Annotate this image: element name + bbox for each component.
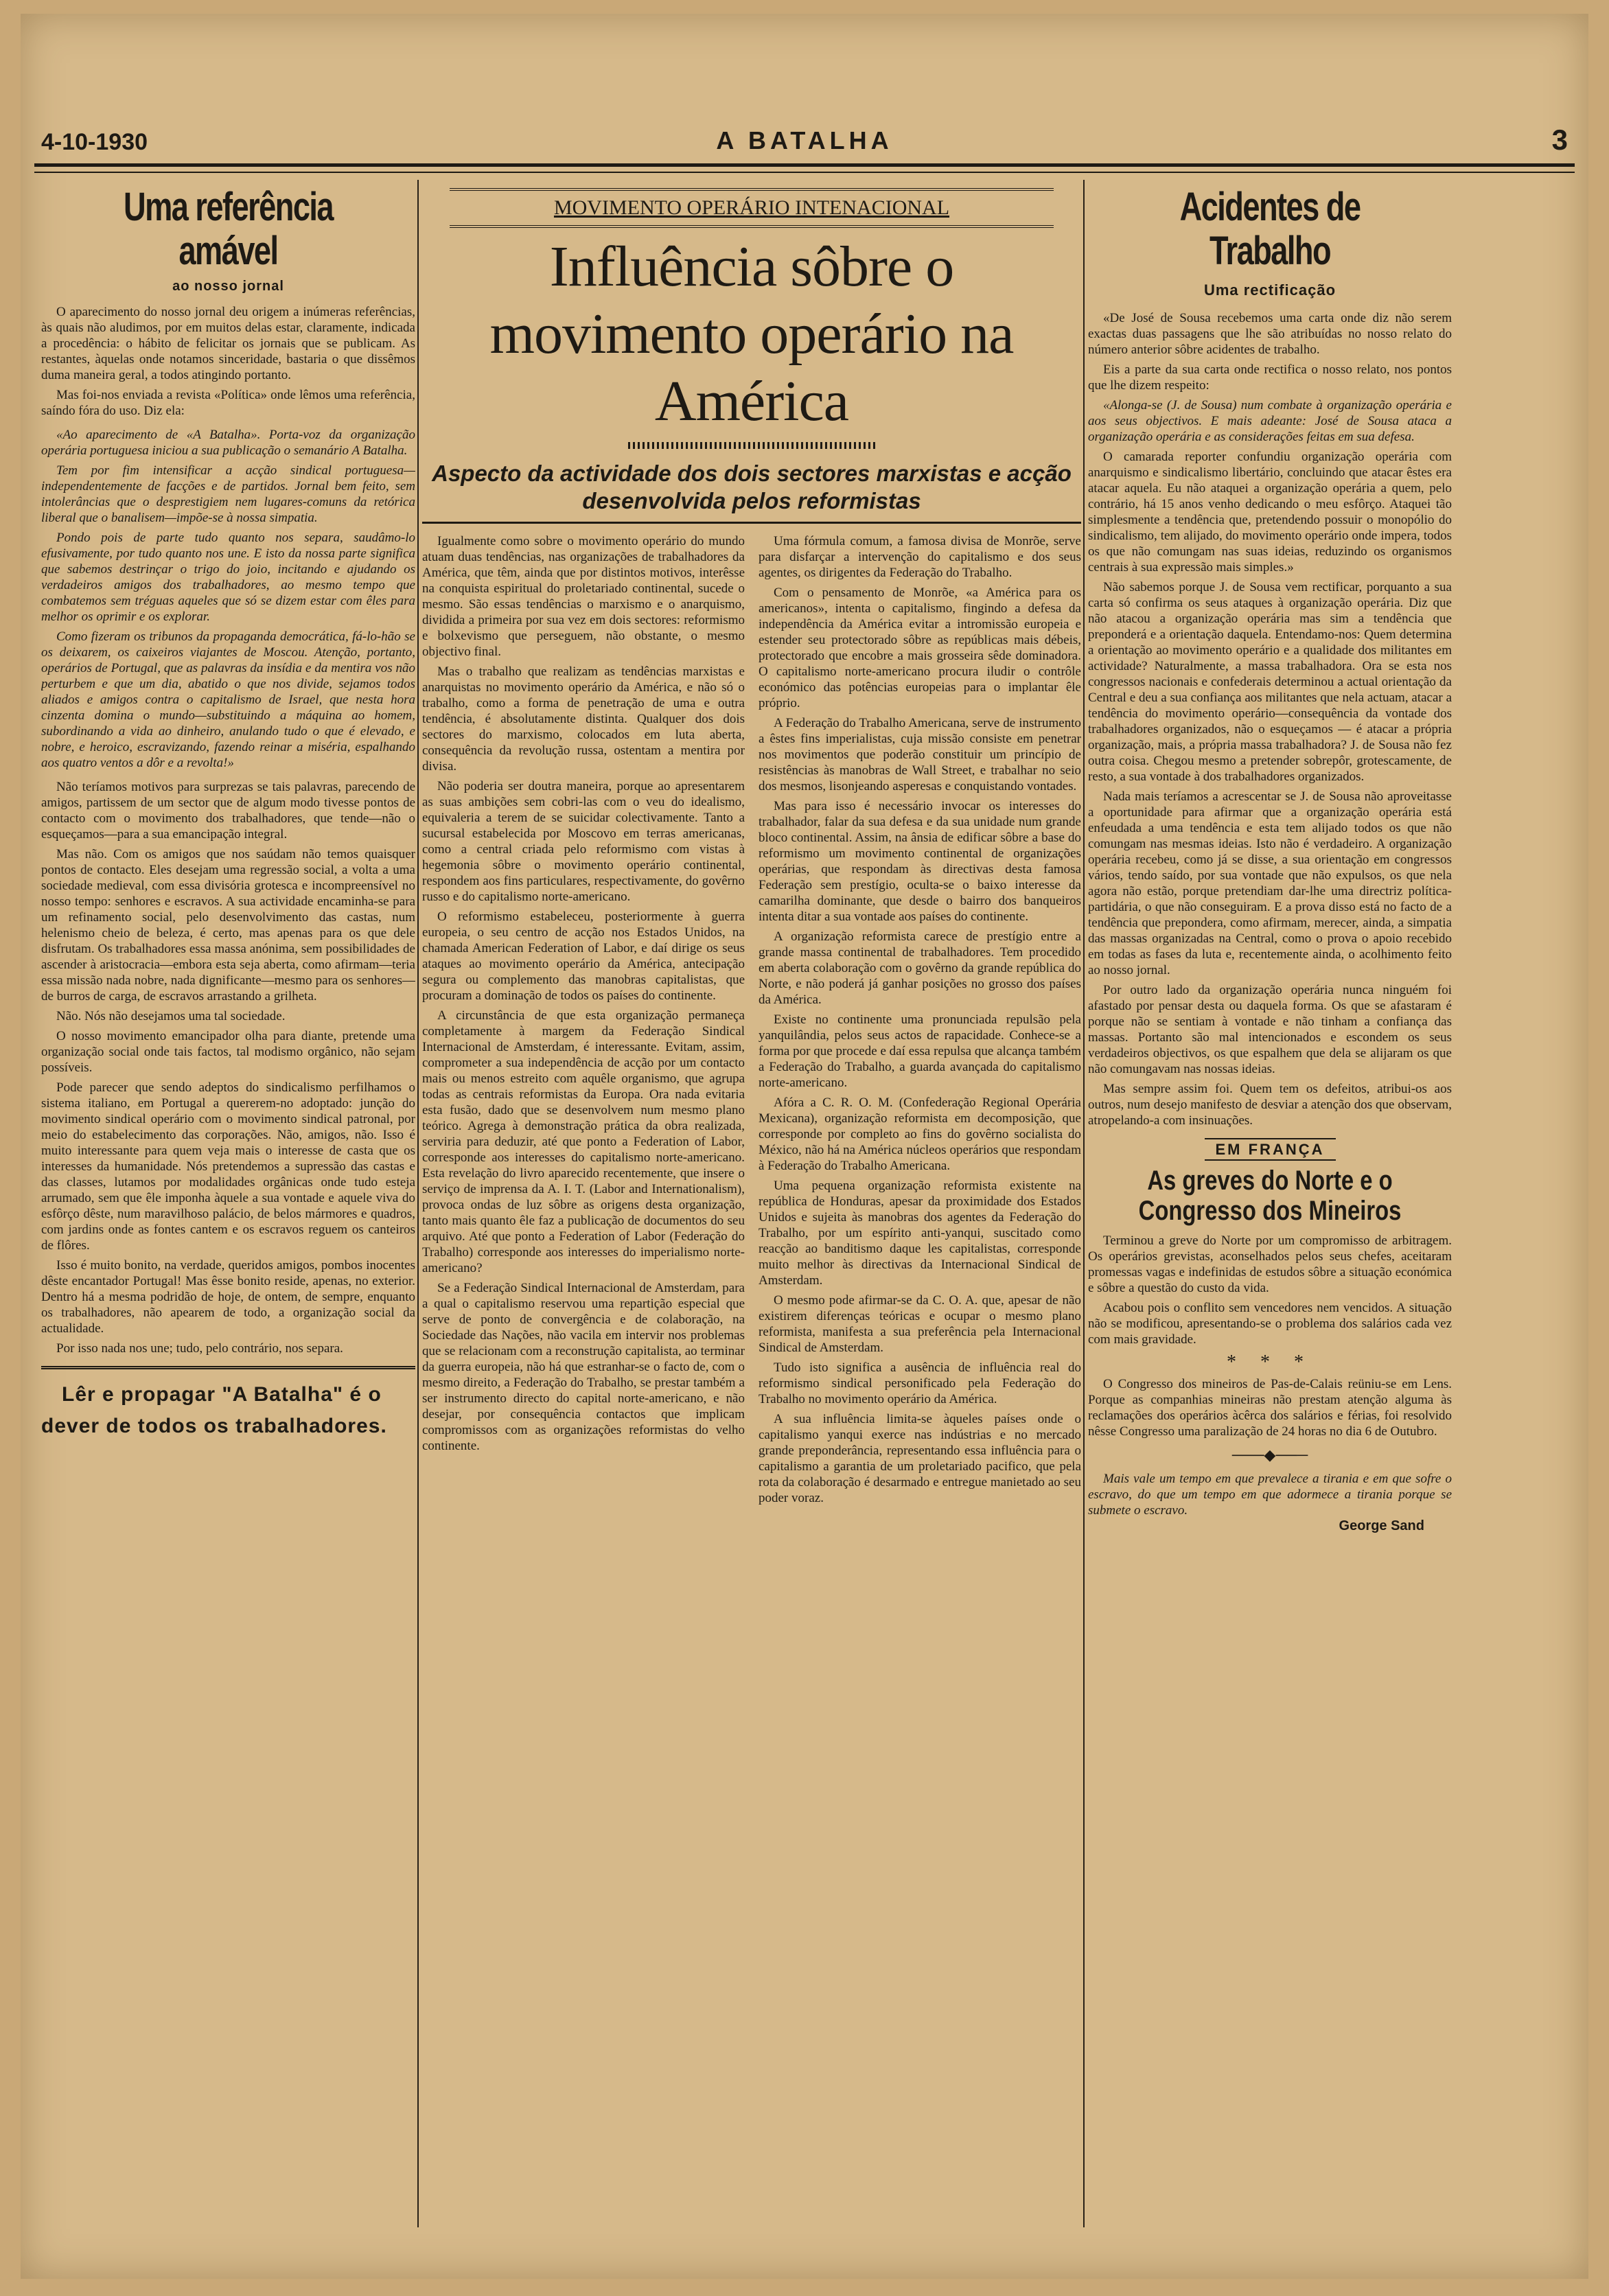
paragraph: Isso é muito bonito, na verdade, queridos amigos, pombos inocentes dêste encantador Portugal! Mas êsse bonito reside, apenas, no exterior. Dentro há a mesma podridão de hoje, de ontem, de sempre, enquanto os trabalhadores, não apearem de todo, a organização social da actualidade. [41, 1258, 415, 1336]
paragraph: O nosso movimento emancipador olha para diante, pretende uma organização social onde tais factos, tal modismo orgânico, não sejam possíveis. [41, 1029, 415, 1075]
page-number: 3 [1551, 124, 1568, 156]
paragraph: Se a Federação Sindical Internacional de Amsterdam, para a qual o capitalismo reservou uma repartição especial que serve de ponto de convergência e de colaboração, na Sociedade das Nações, não vacila em intervir nos problemas que se relacionam com a reconstrução capitalista, ao terminar da guerra europeia, não há que estranhar-se o facto de, com o mesmo direito, a Federação do Trabalho, se prestar também a ser instrumento directo do capital norte-americano, e não desejar, por consequência contactos que implicam compromissos com as organizações reformistas do velho continente. [422, 1281, 745, 1453]
paragraph: O Congresso dos mineiros de Pas-de-Calais reüniu-se em Lens. Porque as companhias mineiras não prestam atenção alguma às reclamações dos operários àcêrca dos salários e férias, foi resolvido nêsse Congresso uma paralização de 24 horas no dia 6 de Outubro. [1088, 1377, 1452, 1439]
article-title: Influência sôbre o movimento operário na América [489, 235, 1014, 433]
column-divider [417, 180, 419, 2227]
ornament-divider: ───◆─── [1231, 1446, 1308, 1463]
quoted-paragraph: Tem por fim intensificar a acção sindical portuguesa—independentemente de facções e de partidos. Jornal bem feito, sem intolerâncias que o desprestigiem nem lugares-comuns da retórica liberal que o banalisem—impõe-se à nossa simpatia. [41, 463, 415, 525]
paragraph: Mas o trabalho que realizam as tendências marxistas e anarquistas no movimento operário da América, e não só o trabalho, como a forma de penetração de uma e outra tendência, é absolutamente distinta. Qualquer dos dois sectores do marxismo, colocados em luta aberta, consequência da revolução russa, ostentam a mentira por divisa. [422, 664, 745, 774]
paragraph: O mesmo pode afirmar-se da C. O. A. que, apesar de não existirem diferenças teóricas e ocupar o mesmo plano reformista, manifesta a sua preferência pela Internacional Sindical de Amsterdam. [759, 1293, 1081, 1355]
paragraph: Uma fórmula comum, a famosa divisa de Monrõe, serve para disfarçar a intervenção do capitalismo e dos seus agentes, os dirigentes da Federação do Trabalho. [759, 534, 1081, 580]
paragraph: O camarada reporter confundiu organização operária com anarquismo e sindicalismo libertário, concluindo que atacar êstes era atacar aquela. Eu não ataquei a organização operária a quem, pelo contrário, há 15 anos venho dedicando o meu esfôrço. Ataquei tão simplesmente a tendência que, pretendendo possuir o monopólio do sindicalismo, tem alijado, do movimento operário onde impera, todos os que não comungam nas suas ideias, reduzindo os organismos centrais à sua expressão mais simples.» [1088, 450, 1452, 575]
issue-date: 4-10-1930 [41, 129, 148, 155]
paragraph: Não sabemos porque J. de Sousa vem rectificar, porquanto a sua carta só confirma os seus ataques à organização operária. Diz que não atacou a organização operária mas sim a tendência que preponderá e a orientação daquela. Entendamo-nos: Quem determina a orientação ao movimento operário e a qualidade dos militantes em actividade? Naturalmente, a massa trabalhadora. Ora se esta nos congressos nacionais e confederais determinou a actual orientação da Central e deu a sua confiança aos militantes que nela actuam, atacar a tendência do movimento operário—consequência da vontade dos trabalhadores organizados, não o esqueçamos — é atacar a própria organização, mais, a própria massa trabalhadora? J. de Sousa não fez outra coisa. Chegou mesmo a pretender sobrepôr, grotescamente, de resto, a sua vontade à dos trabalhadores organizados. [1088, 580, 1452, 784]
paragraph: A circunstância de que esta organização permaneça completamente à margem da Federação Sindical Internacional de Amsterdam, é interessante. Evitam, assim, comprometer a sua independência de acção por um contacto mais ou menos estreito com aquêle organismo, que agrupa todas as centrais reformistas da Europa. Ora nada evitaria esta fusão, dado que se desenvolvem num mesmo plano teórico. Agrega à demonstração prática da obra realizada, serviria para deduzir, até que ponto a Federation of Labor, corresponde aos interesses do capitalismo norte-americano. Esta revelação do livro aparecido recentemente, que insere o serviço de imprensa da A. I. T. (Labor and Internationalism), provoca ondas de luz sôbre as origens desta organização, tanto mais quanto êle faz a publicação de documentos do seu arquivo. Até que ponto a Federation of Labor (Federação do Trabalho) corresponde aos interesses do imperialismo norte-americano? [422, 1008, 745, 1275]
appeal-box: Lêr e propagar "A Batalha" é o dever de todos os trabalhadores. [41, 1383, 387, 1437]
paragraph: Pode parecer que sendo adeptos do sindicalismo perfilhamos o sistema italiano, em Portugal a quererem-no adoptado: junção do movimento sindical operário com o movimento sindical patronal, por meio do estabelecimento das corporações. Não, amigos, não. Isso é muito interessante para quem veja mais o interesse de casta que os interesses da humanidade. Nós pretendemos a supressão das castas e das classes, lutamos por modalidades orgânicas onde tudo esteja arrumado, sem que êle imponha àquele a sua vontade e aquele viva do esfôrço dêste, num maravilhoso palácio, de belos mármores e quadros, com jardins onde as fontes cantem e os escravos reguem os canteiros de flôres. [41, 1080, 415, 1253]
paragraph: Não. Nós não desejamos uma tal sociedade. [56, 1009, 286, 1023]
newspaper-name: A BATALHA [716, 126, 893, 154]
article-subtitle: Aspecto da actividade dos dois sectores marxistas e acção desenvolvida pelos reformistas [422, 460, 1081, 524]
paragraph: A sua influência limita-se àqueles países onde o capitalismo yanqui exerce nas indústrias e no mercado grande preponderância, representando essa influência para o capitalismo a garantia de um proletariado pacifico, que pela rota da colaboração é desarmado e entregue manietado ao seu poder voraz. [759, 1412, 1081, 1505]
paragraph: Eis a parte da sua carta onde rectifica o nosso relato, nos pontos que lhe dizem respeito: [1088, 362, 1452, 393]
separator-stars: * * * [1227, 1352, 1313, 1373]
article-title: Acidentes de Trabalho [1179, 185, 1361, 273]
article-title: As greves do Norte e o Congresso dos Mineiros [1138, 1166, 1402, 1226]
paragraph: Existe no continente uma pronunciada repulsão pela yanquilândia, pelos seus actos de rapacidade. Conhece-se a forma por que procede e daí essa repulsa que alcança também a Federação do Trabalho, a guarda avançada do capitalismo norte-americano. [759, 1012, 1081, 1090]
paragraph: Terminou a greve do Norte por um compromisso de arbitragem. Os operários grevistas, aconselhados pelos seus chefes, aceitaram promessas vagas e indefinidas de estudos sôbre a situação económica e sôbre a questão do custo da vida. [1088, 1233, 1452, 1295]
paragraph: A Federação do Trabalho Americana, serve de instrumento a êstes fins imperialistas, cuja missão consiste em penetrar nos movimentos que poderão constituir um princípio de resistências às manobras de Wall Street, e trabalhar no seio dos mesmos, lisonjeando asperesas e conquistando vontades. [759, 716, 1081, 793]
paragraph: Não poderia ser doutra maneira, porque ao apresentarem as suas ambições sem cobri-las com o veu do idealismo, equivaleria a terem de se suicidar colectivamente. Tanto a sucursal estabelecida por Moscovo em terras americanas, como a central criada pelo reformismo com vistas à hegemonia sôbre o movimento operário continental, respondem aos fins particulares, respectivamente, do govêrno russo e do capitalismo norte-americano. [422, 779, 745, 904]
paragraph: Uma pequena organização reformista existente na república de Honduras, apesar da proximidade dos Estados Unidos e sujeita às manobras dos agentes da Federação do Trabalho, por um espírito anti-yanqui, suscitado como reacção ao banditismo daque les capitalistas, corresponde muito melhor às directivas da Internacional Sindical de Amsterdam. [759, 1179, 1081, 1288]
quote-author: George Sand [1339, 1518, 1424, 1533]
paragraph: Não teríamos motivos para surprezas se tais palavras, parecendo de amigos, partissem de um sector que de algum modo tivesse pontos de contacto com o movimento dos trabalhadores, que tende—não o esqueçamos—para a sua emancipação integral. [41, 780, 415, 842]
header-rule [34, 163, 1575, 167]
section-separator [41, 1366, 415, 1369]
article-subtitle: Uma rectificação [1203, 281, 1336, 299]
section-tag-label: EM FRANÇA [1205, 1138, 1336, 1161]
column-left [41, 180, 415, 2231]
section-tag [1088, 1141, 1452, 1159]
epigraph-quote: Mais vale um tempo em que prevalece a tirania e em que sofre o escravo, do que um tempo em que adormece a tirania porque se submete o escravo. [1088, 1472, 1452, 1518]
quoted-paragraph: «Alonga-se (J. de Sousa) num combate à organização operária e aos seus objectivos. E mais adeante: José de Sousa ataca a organização operária e as considerações feitas em sua defesa. [1088, 398, 1452, 444]
article-subcolumn-right [759, 533, 1081, 1510]
article-subcolumn-left [422, 533, 745, 1510]
article-body [422, 533, 1081, 1510]
paragraph: Mas sempre assim foi. Quem tem os defeitos, atribui-os aos outros, num desejo manifesto de desviar a atenção dos que observam, atropelando-a com insinuações. [1088, 1082, 1452, 1128]
paragraph: Tudo isto significa a ausência de influência real do reformismo sindical personificado pela Federação do Trabalho no movimento operário da América. [759, 1360, 1081, 1406]
paragraph: O aparecimento do nosso jornal deu origem a inúmeras referências, às quais não aludimos, por em muitos delas estar, claramente, indicada a procedência: o hábito de felicitar os jornais que se publicam. As restantes, àquelas onde notamos sinceridade, bastaria o que dissêmos duma maneira geral, a todos atingindo portanto. [41, 305, 415, 382]
article-title: Uma referência amável [123, 185, 334, 273]
article-subtitle: ao nosso jornal [172, 279, 284, 294]
paragraph: Mas para isso é necessário invocar os interesses do trabalhador, falar da sua defesa e da sua unidade num grande bloco continental. Assim, na ânsia de edificar sôbre a base do reformismo um movimento continental de organizações operárias, que respondam às directivas desta famosa Federação sem prestígio, oculta-se o baixo interesse da camarilha dominante, que desde o bairro dos banqueiros intenta ditar a sua vontade aos países do continente. [759, 799, 1081, 924]
quoted-paragraph: «Ao aparecimento de «A Batalha». Porta-voz da organização operária portuguesa iniciou a sua publicação o semanário A Batalha. [41, 428, 415, 458]
paragraph: O reformismo estabeleceu, posteriormente à guerra europeia, o seu centro de acção nos Estados Unidos, na chamada American Federation of Labor, e daí dirige os seus ataques ao movimento operário da América, antecipação segura ou complemento das manobras capitalistas, que procuram a dominação de todos os países do continente. [422, 909, 745, 1003]
paragraph: Mas não. Com os amigos que nos saúdam não temos quaisquer pontos de contacto. Eles desejam uma regressão social, a volta a uma sociedade medieval, com essa divisória grotesca e incompreensível no nosso tempo: senhores e escravos. A sua actividade encaminha-se para um refinamento social, pelo desenvolvimento das castas, num helenismo cheio de beleza, é certo, mas apenas para os que dele disfrutam. Os trabalhadores essa massa anónima, sem possibilidades de ascender à aristocracia—embora esta seja aberta, como afirmam—teria essa missão nada nobre, nada dignificante—mesmo para os senhores—de burros de carga, de escravos arrastando a grilheta. [41, 847, 415, 1004]
paragraph: Afóra a C. R. O. M. (Confederação Regional Operária Mexicana), organização reformista em decomposição, que corresponde por completo ao fins do govêrno socialista do México, não há na América núcleos operários que respondam à Federação do Trabalho Americana. [759, 1095, 1081, 1173]
paragraph: Por outro lado da organização operária nunca ninguém foi afastado por pensar desta ou daquela forma. Os que se afastaram é porque não se sentiam à vontade e não tinham a confiança das massas. Portanto são mal intencionados e escondem os seus verdadeiros objectivos, os que espalhem que dela se alijaram os que não comungavam nas nossas ideias. [1088, 983, 1452, 1076]
page-header [41, 117, 1568, 158]
column-right [1088, 180, 1452, 2231]
paragraph: Mas foi-nos enviada a revista «Política» onde lêmos uma referência, saíndo fóra do uso. Diz ela: [41, 388, 415, 418]
paragraph: Acabou pois o conflito sem vencedores nem vencidos. A situação não se modificou, apresentando-se o problema dos salários cada vez com mais gravidade. [1088, 1301, 1452, 1347]
quoted-paragraph: Pondo pois de parte tudo quanto nos separa, saudâmo-lo efusivamente, por tudo quanto nos une. E isto da nossa parte significa que sabemos destrinçar o trigo do joio, incitando e ajudando os verdadeiros amigos dos trabalhadores, ao mesmo tempo que combatemos sem tréguas aqueles que só se dizem estar com êles para melhor os oprimir e os explorar. [41, 531, 415, 624]
quoted-paragraph: Como fizeram os tribunos da propaganda democrática, fá-lo-hão se os deixarem, os caixeiros viajantes de Moscou. Atenção, portanto, operários de Portugal, que as palavras da insídia e da mentira vos não perturbem e que um dia, abatido o que nos divide, sejamos todos aliados e amigos contra o capitalismo de Israel, que nesta hora cinzenta domina o mundo—substituindo a máquina ao homem, subordinando a vida ao dinheiro, anulando tudo o que é elevado, e nobre, e heroico, escravizando, fazendo reinar a miséria, espalhando aos quatro ventos a dôr e a revolta!» [41, 629, 415, 770]
paragraph: «De José de Sousa recebemos uma carta onde diz não serem exactas duas passagens que lhe são atribuídas no nosso relato do número anterior sôbre acidentes de trabalho. [1088, 311, 1452, 357]
paragraph: Igualmente como sobre o movimento operário do mundo atuam duas tendências, nas organizações de trabalhadores da América, que têm, ainda que por distintos motivos, interêsse na conquista espiritual do proletariado continental, sucede o mesmo. São essas tendências o marxismo e o anarquismo, dividida a primeira por sua vez em dois sectores: reformismo e bolxevismo que perseguem, não obstante, o mesmo objectivo final. [422, 534, 745, 659]
paragraph: A organização reformista carece de prestígio entre a grande massa continental de trabalhadores. Tem procedido em aberta colaboração com o govêrno da grande república do Norte, e não poderá já ganhar posições no grosso dos países da América. [759, 929, 1081, 1007]
section-heading: MOVIMENTO OPERÁRIO INTENACIONAL [450, 188, 1054, 228]
column-center [422, 180, 1081, 2231]
column-divider [1083, 180, 1085, 2227]
paragraph: Por isso nada nos une; tudo, pelo contrário, nos separa. [56, 1341, 343, 1356]
header-rule-thin [34, 172, 1575, 173]
paragraph: Nada mais teríamos a acrescentar se J. de Sousa não aproveitasse a oportunidade para afirmar que a organização operária está enfeudada a uma tendência e esta tem alijado todos os que não comungam nas mesmas ideias. Isto não é verdadeiro. A organização operária recebeu, como já se disse, a sua orientação em congressos vários, tendo saído, por sua vontade que não expulsos, os que nela agora não estão, porque pretendiam dar-lhe uma directriz política-partidária, o que não conseguiram. E a prova disso está no facto de a tendência que prepondera, como afirmam, merecer, ainda, a simpatia das massas organizadas na Central, como o prova o apoio recebido em todas as fases da luta e, recentemente ainda, o acolhimento feito ao nosso jornal. [1088, 789, 1452, 977]
paragraph: Com o pensamento de Monrõe, «a América para os americanos», intenta o capitalismo, fingindo a defesa da independência da América evitar a intromissão europeia e estender seu protectorado sôbre as repúblicas mais débeis, protectorado que encobre a mais grosseira sêde dominadora. O capitalismo norte-americano procura iludir o contrôle económico das potências europeias para o implantar êle próprio. [759, 585, 1081, 710]
decorative-rule [628, 442, 875, 449]
